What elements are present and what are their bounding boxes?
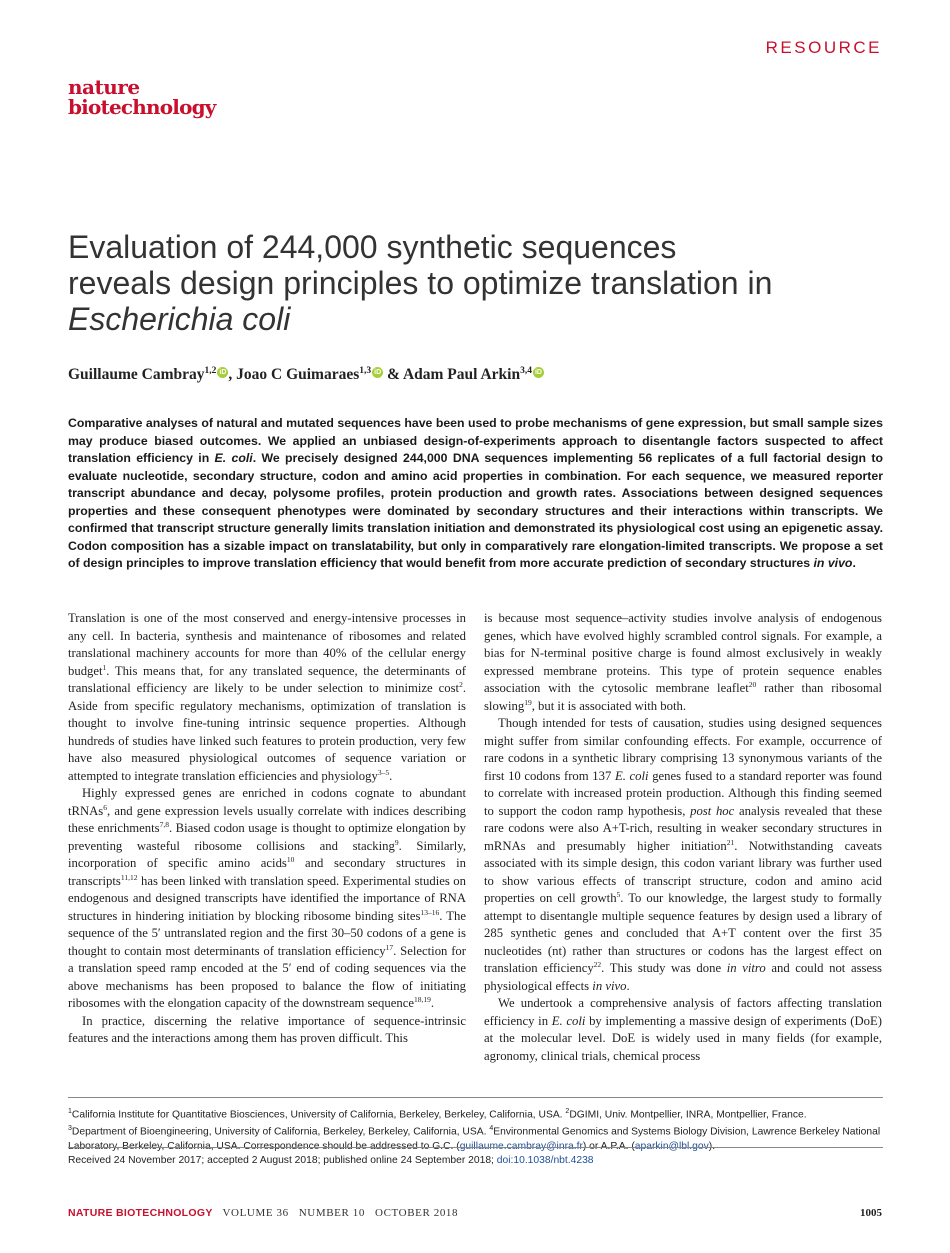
body-column-right [484, 610, 882, 1065]
affiliations: $^1$California Institute for Quantitative Biosciences, University of California, Berkeley, Berkeley, California, USA. $^2$DGIMI, Univ. Montpellier, INRA, Montpellier, France. $^3$Department of Bioengineering, University of California, Berkeley, Berkeley, California, USA. $^4$Environmental Genomics and Systems Biology Division, Lawrence Berkeley National [68, 1105, 883, 1154]
footnote-divider [68, 1097, 883, 1098]
section-label: RESOURCE [765, 38, 882, 57]
footer-number: NUMBER 10 [298, 1207, 365, 1219]
orcid-icon[interactable]: iD [374, 369, 382, 377]
footer-volume: VOLUME 36 [222, 1207, 289, 1219]
author-affiliation-ref: 3,4 [520, 366, 532, 376]
author-separator: & [383, 366, 403, 384]
journal-logo [68, 77, 216, 117]
page-number: 1005 [860, 1207, 882, 1219]
footer-date: OCTOBER 2018 [375, 1207, 459, 1219]
citation-ref[interactable]: 9 [394, 837, 399, 847]
body-column-left [68, 610, 466, 1048]
paragraph: is because most sequence–activity studies involve analysis of endogenous genes, which have evolved highly scrambled control signals. For example, a bias for N-terminal positive charge is found almost exclusively in weakly expressed membrane proteins. This type of protein sequence enables association with the cytosolic membrane leaflet$^{20}$ rather than ribosomal slowing$^{19}$, but it is associated with both. [484, 611, 883, 713]
author-name[interactable]: Joao C Guimaraes [236, 366, 360, 384]
author-name[interactable]: Guillaume Cambray [68, 366, 205, 384]
orcid-icon[interactable]: iD [534, 369, 542, 377]
citation-ref[interactable]: 21 [726, 837, 735, 847]
paragraph: In practice, discerning the relative importance of sequence-intrinsic features and the interactions among them has proven difficult. This [68, 1013, 466, 1045]
citation-ref[interactable]: 22 [593, 959, 602, 969]
article-title [68, 229, 888, 337]
abstract-text: Comparative analyses of natural and mutated sequences have been used to probe mechanisms of gene expression, but small sample sizes may produce biased outcomes. We applied an unbiased design-of-experiments approach to disentangle factors suspected to affect translation efficiency in [68, 416, 883, 465]
citation-ref[interactable]: 5 [616, 889, 621, 899]
citation-ref[interactable]: 1 [102, 662, 107, 672]
paragraph: Though intended for tests of causation, studies using designed sequences might suffer from similar confounding effects. For example, occurrence of rare codons in a synthetic library comprising 13 synonymous variants of the first 10 codons from 137 E. coli genes fused to a standard reporter was found to correlate with increased protein production. Although this finding seemed to support the codon ramp hypothesis, post hoc analysis revealed that these rare codons were also A+T-rich, resulting in weaker secondary structures in mRNAs and presumably higher initiation$^{21}$. Notwithstanding caveats associated with its simple design, this codon variant library was further used to show various effects of transcript structure, codon and amino acid properties on cell growth$^5$. To our knowledge, the largest study to formally attempt to disentangle multiple sequence features by design used a library of 285 synthetic genes and concluded that A+T content over the first 35 nucleotides (nt) rather than structures or codons has the largest effect on translation efficiency$^{22}$. This study was done in vitro and could not assess physiological effects in vivo. [484, 716, 883, 993]
paragraph: Highly expressed genes are enriched in codons cognate to abundant tRNAs$^6$, and gene expression levels usually correlate with indices describing these enrichments$^{7,8}$. Biased codon usage is thought to optimize elongation by preventing wasteful ribosome collisions and stacking$^9$. Similarly, incorporation of specific amino acids$^{10}$ and secondary structures in transcripts$^{11,12}$ has been linked with translation speed. Experimental studies on endogenous and designed transcripts have identified the importance of RNA structures in hindering initiation by blocking ribosome binding sites$^{13-16}$. The sequence of the 5′ untranslated region and the first 30–50 codons of a gene is thought to contain most determinants of translation efficiency$^{17}$. Selection for a translation speed ramp encoded at the 5′ end of coding sequences via the above mechanisms has been proposed to balance the flow of initiating ribosomes with the elongation capacity of the downstream sequence$^{18,19}$. [68, 786, 467, 1010]
abstract-text: . [852, 556, 856, 570]
logo-line-nature: nature [68, 75, 140, 99]
logo-line-biotechnology: biotechnology [68, 95, 216, 119]
title-line-2: reveals design principles to optimize translation in [68, 265, 773, 301]
citation-ref[interactable]: 3–5 [377, 767, 390, 777]
citation-ref[interactable]: 19 [524, 697, 532, 707]
abstract-italic: E. coli [214, 451, 253, 465]
citation-ref[interactable]: 13–16 [420, 907, 440, 917]
citation-ref[interactable]: 20 [748, 679, 757, 689]
citation-ref[interactable]: 10 [286, 854, 295, 864]
author-affiliation-ref: 1,3 [359, 366, 372, 376]
footer-journal-name: NATURE BIOTECHNOLOGY [68, 1207, 213, 1219]
abstract [68, 415, 883, 573]
author-separator: , [228, 366, 237, 384]
title-line-3: Escherichia coli [68, 301, 291, 337]
page-footer [68, 1207, 458, 1219]
doi-link[interactable]: doi:10.1038/nbt.4238 [496, 1155, 594, 1166]
citation-ref[interactable]: 18,19 [413, 994, 431, 1004]
received-divider [68, 1147, 883, 1148]
abstract-text: . We precisely designed 244,000 DNA sequences implementing 56 replicates of a full factorial design to evaluate nucleotide, secondary structure, codon and amino acid properties in combination. For each sequence, we measured reporter transcript abundance and decay, polysome profiles, protein production and growth rates. Associations between designed sequences properties and these consequent phenotypes were dominated by secondary structures and their interactions within transcripts. We confirmed that transcript structure generally limits translation initiation and demonstrated its physiological cost using an epigenetic assay. Codon composition has a sizable impact on translatability, but only in comparatively rare elongation-limited transcripts. We propose a set of design principles to improve translation efficiency that would benefit from more accurate prediction of secondary structures [68, 451, 883, 570]
citation-ref[interactable]: 2 [459, 679, 463, 689]
publication-dates: Received 24 November 2017; accepted 2 August 2018; published online 24 September 2018; doi:10.1038/nbt.4238 [68, 1155, 594, 1166]
paragraph: We undertook a comprehensive analysis of factors affecting translation efficiency in E. coli by implementing a massive design of experiments (DoE) at the molecular level. DoE is widely used in many fields (for example, agronomy, clinical trials, chemical process [484, 996, 883, 1063]
citation-ref[interactable]: 17 [385, 942, 394, 952]
author-list [68, 366, 544, 384]
citation-ref[interactable]: 6 [103, 802, 107, 812]
paragraph: Translation is one of the most conserved and energy-intensive processes in any cell. In bacteria, synthesis and maintenance of ribosomes and related translational machinery accounts for more than 40% of the cellular energy budget$^1$. This means that, for any translated sequence, the determinants of translational efficiency are likely to be under selection to minimize cost$^2$. Aside from specific regulatory mechanisms, optimization of translation is thought to involve fine-tuning intrinsic sequence properties. Although hundreds of studies have linked such features to protein production, very few have also measured physiological outcomes of sequence variation or attempted to integrate translation efficiencies and physiology$^{3-5}$. [68, 611, 466, 783]
author-name[interactable]: Adam Paul Arkin [402, 366, 521, 384]
citation-ref[interactable]: 7,8 [159, 819, 169, 829]
author-affiliation-ref: 1,2 [204, 366, 217, 376]
citation-ref[interactable]: 11,12 [120, 872, 138, 882]
abstract-italic: in vivo [813, 556, 853, 570]
title-line-1: Evaluation of 244,000 synthetic sequences [68, 229, 677, 265]
orcid-icon[interactable]: iD [219, 369, 227, 377]
